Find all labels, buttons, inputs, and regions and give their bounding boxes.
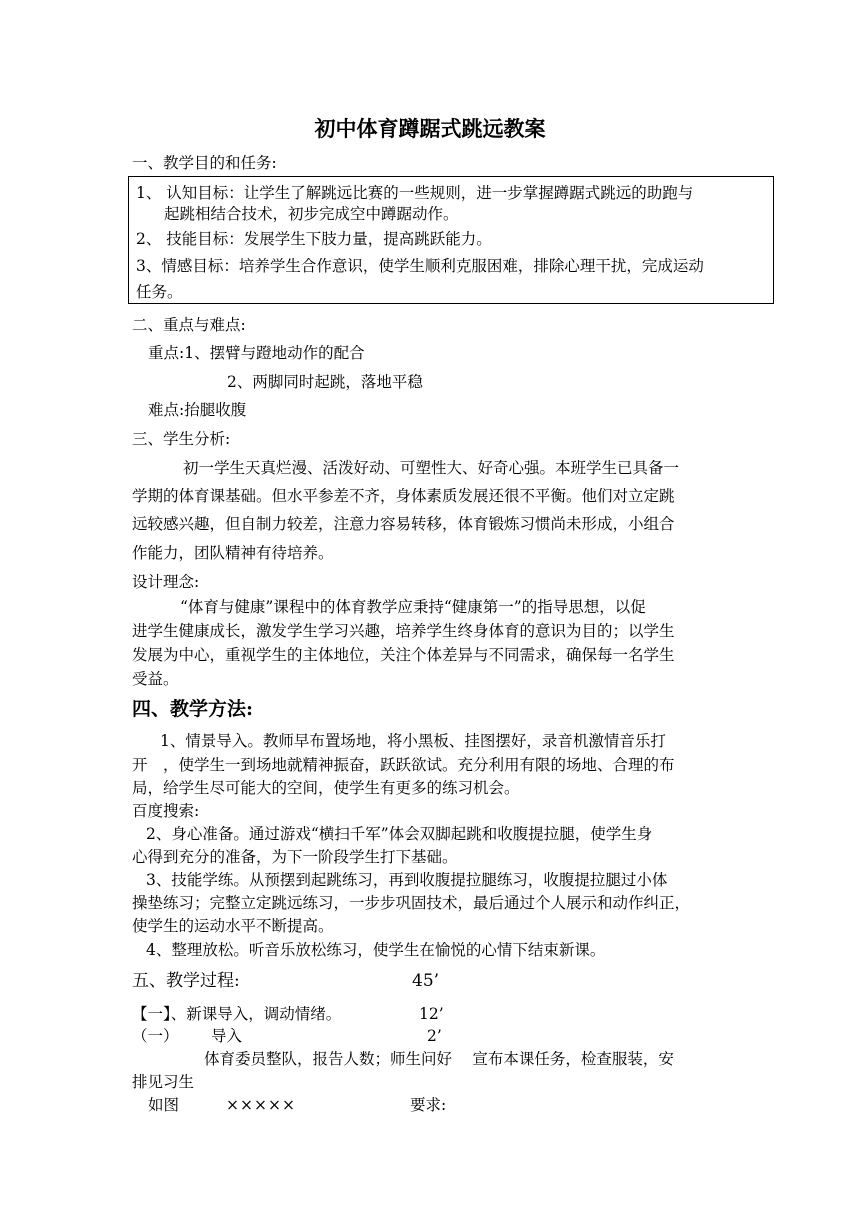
- method-3-line-2: 操垫练习；完整立定跳远练习，一步步巩固技术，最后通过个人展示和动作纠正，: [132, 894, 691, 912]
- key-point-2: 2、两脚同时起跳，落地平稳: [227, 373, 423, 391]
- design-line-4: 受益。: [132, 670, 179, 688]
- figure-label: 如图: [148, 1096, 180, 1114]
- objective-1-line-2: 起跳相结合技术，初步完成空中蹲踞动作。: [164, 205, 459, 223]
- section-3-heading: 三、学生分析:: [132, 430, 231, 448]
- design-line-2: 进学生健康成长，激发学生学习兴趣，培养学生终身体育的意识为目的；以学生: [132, 622, 675, 640]
- design-heading: 设计理念:: [132, 573, 200, 591]
- student-analysis-line-4: 作能力，团队精神有待培养。: [132, 544, 334, 562]
- method-3-line-1: 3、技能学练。从预摆到起跳练习，再到收腹提拉腿练习，收腹提拉腿过小体: [146, 871, 668, 889]
- design-line-3: 发展为中心，重视学生的主体地位，关注个体差异与不同需求，确保每一名学生: [132, 646, 675, 664]
- subpart-1-time: 2’: [427, 1027, 442, 1045]
- section-5-time: 45’: [412, 971, 440, 991]
- method-1-line-1: 1、情景导入。教师早布置场地，将小黑板、挂图摆好，录音机激情音乐打: [160, 732, 666, 750]
- procedure-line-1: 体育委员整队，报告人数；师生问好 宣布本课任务，检查服装，安: [204, 1050, 674, 1068]
- objective-3-line-2: 任务。: [136, 283, 183, 301]
- formation-marks: ×××××: [226, 1096, 296, 1114]
- student-analysis-line-2: 学期的体育课基础。但水平参差不齐，身体素质发展还很不平衡。他们对立定跳: [132, 487, 675, 505]
- part-1-time: 12’: [419, 1005, 444, 1023]
- objective-2: 2、 技能目标：发展学生下肢力量，提高跳跃能力。: [136, 230, 492, 248]
- section-4-heading: 四、教学方法:: [132, 698, 254, 720]
- key-point-1: 重点:1、摆臂与蹬地动作的配合: [148, 344, 365, 362]
- method-2-line-2: 心得到充分的准备，为下一阶段学生打下基础。: [132, 848, 458, 866]
- requirements-label: 要求:: [410, 1096, 447, 1114]
- design-line-1: “体育与健康”课程中的体育教学应秉持“健康第一”的指导思想，以促: [180, 598, 646, 616]
- procedure-line-2: 排见习生: [132, 1073, 195, 1091]
- difficulty: 难点:抬腿收腹: [148, 401, 247, 419]
- student-analysis-line-3: 远较感兴趣，但自制力较差，注意力容易转移，体育锻炼习惯尚未形成，小组合: [132, 515, 675, 533]
- subpart-1-name: 导入: [211, 1027, 243, 1045]
- baidu-search-label: 百度搜索:: [132, 802, 200, 820]
- method-3-line-3: 使学生的运动水平不断提高。: [132, 917, 334, 935]
- section-1-heading: 一、教学目的和任务:: [132, 154, 277, 172]
- subpart-1-label: （一）: [132, 1027, 179, 1045]
- objective-1-line-1: 1、 认知目标：让学生了解跳远比赛的一些规则，进一步掌握蹲踞式跳远的助跑与: [136, 184, 694, 202]
- section-5-heading: 五、教学过程:: [132, 971, 240, 991]
- objective-3-line-1: 3、情感目标：培养学生合作意识，使学生顺利克服困难，排除心理干扰，完成运动: [136, 257, 704, 275]
- document-title: 初中体育蹲踞式跳远教案: [314, 116, 546, 141]
- method-1-line-2: 开 ，使学生一到场地就精神振奋，跃跃欲试。充分利用有限的场地、合理的布: [132, 756, 675, 774]
- method-2-line-1: 2、身心准备。通过游戏“横扫千军”体会双脚起跳和收腹提拉腿，使学生身: [146, 825, 653, 843]
- method-4-line-1: 4、整理放松。听音乐放松练习，使学生在愉悦的心情下结束新课。: [146, 941, 606, 959]
- student-analysis-line-1: 初一学生天真烂漫、活泼好动、可塑性大、好奇心强。本班学生已具备一: [183, 459, 680, 477]
- part-1-label: 【一】、新课导入，调动情绪。: [132, 1005, 342, 1023]
- section-2-heading: 二、重点与难点:: [132, 316, 246, 334]
- method-1-line-3: 局，给学生尽可能大的空间，使学生有更多的练习机会。: [132, 779, 520, 797]
